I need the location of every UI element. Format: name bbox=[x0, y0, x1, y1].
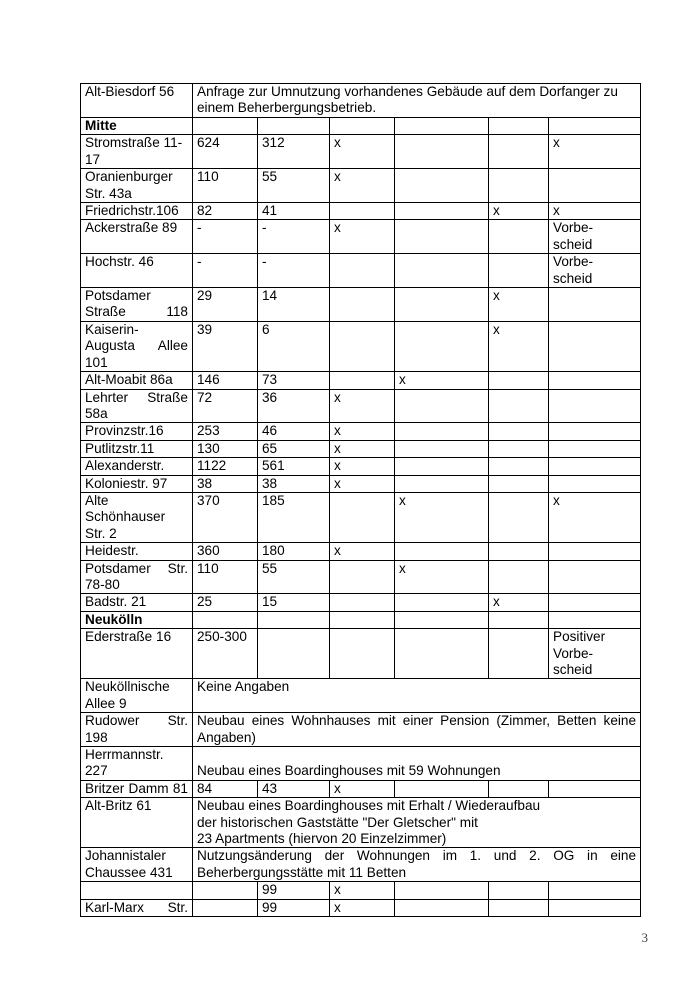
location-cell: Neuköllnische Allee 9 bbox=[81, 679, 193, 713]
mark-cell: x bbox=[330, 389, 395, 423]
mark-cell bbox=[330, 321, 395, 371]
rooms-cell: 84 bbox=[193, 780, 258, 797]
mark-cell bbox=[330, 203, 395, 220]
table-row bbox=[81, 560, 641, 594]
table-row bbox=[81, 458, 641, 475]
mark-cell bbox=[395, 594, 489, 611]
rooms-cell: 110 bbox=[193, 560, 258, 594]
mark-cell bbox=[395, 220, 489, 254]
rooms-cell: 38 bbox=[193, 475, 258, 492]
table-row bbox=[81, 848, 641, 882]
table-row bbox=[81, 629, 641, 679]
location-cell: Badstr. 21 bbox=[81, 594, 193, 611]
table-row bbox=[81, 780, 641, 797]
status-cell bbox=[549, 560, 641, 594]
description-cell: Neubau eines Boardinghouses mit Erhalt / Wiederaufbau der historischen Gaststätte "Der Gletscher" mit 23 Apartments (hiervon 20 Einzelzimmer) bbox=[193, 798, 641, 848]
location-cell: Provinzstr.16 bbox=[81, 423, 193, 440]
location-cell: Potsdamer Straße 118 bbox=[81, 288, 193, 322]
table-row bbox=[81, 372, 641, 389]
table-row bbox=[81, 169, 641, 203]
rooms-cell: - bbox=[193, 220, 258, 254]
mark-cell bbox=[489, 423, 549, 440]
status-cell: x bbox=[549, 203, 641, 220]
location-cell: Friedrichstr.106 bbox=[81, 203, 193, 220]
location-cell: Herrmannstr. 227 bbox=[81, 747, 193, 781]
status-cell: Vorbe- scheid bbox=[549, 220, 641, 254]
beds-cell: 99 bbox=[258, 899, 330, 916]
mark-cell bbox=[489, 543, 549, 560]
mark-cell: x bbox=[395, 372, 489, 389]
mark-cell: x bbox=[330, 899, 395, 916]
beds-cell: 36 bbox=[258, 389, 330, 423]
mark-cell bbox=[330, 560, 395, 594]
mark-cell bbox=[395, 389, 489, 423]
table-row bbox=[81, 492, 641, 542]
mark-cell bbox=[395, 169, 489, 203]
status-cell bbox=[549, 458, 641, 475]
table-row bbox=[81, 882, 641, 899]
description-cell: Neubau eines Wohnhauses mit einer Pension (Zimmer, Betten keine Angaben) bbox=[193, 713, 641, 747]
beds-cell: 180 bbox=[258, 543, 330, 560]
beds-cell: 55 bbox=[258, 560, 330, 594]
rooms-cell: - bbox=[193, 254, 258, 288]
beds-cell: - bbox=[258, 254, 330, 288]
mark-cell bbox=[330, 254, 395, 288]
beds-cell: 6 bbox=[258, 321, 330, 371]
location-cell: Johannistaler Chaussee 431 bbox=[81, 848, 193, 882]
location-cell: Alt-Moabit 86a bbox=[81, 372, 193, 389]
section-row bbox=[81, 611, 641, 628]
mark-cell bbox=[395, 254, 489, 288]
beds-cell: 15 bbox=[258, 594, 330, 611]
beds-cell: 185 bbox=[258, 492, 330, 542]
beds-cell: 46 bbox=[258, 423, 330, 440]
location-cell: Ederstraße 16 bbox=[81, 629, 193, 679]
rooms-cell: 624 bbox=[193, 135, 258, 169]
mark-cell bbox=[489, 372, 549, 389]
rooms-cell: 253 bbox=[193, 423, 258, 440]
hotel-projects-table bbox=[80, 83, 641, 917]
table-row bbox=[81, 389, 641, 423]
beds-cell: 14 bbox=[258, 288, 330, 322]
page-number: 3 bbox=[641, 930, 648, 945]
mark-cell: x bbox=[330, 423, 395, 440]
table-row bbox=[81, 220, 641, 254]
beds-cell: 561 bbox=[258, 458, 330, 475]
rooms-cell: 82 bbox=[193, 203, 258, 220]
mark-cell: x bbox=[330, 882, 395, 899]
mark-cell bbox=[395, 135, 489, 169]
mark-cell bbox=[489, 440, 549, 457]
mark-cell bbox=[489, 475, 549, 492]
location-cell: Hochstr. 46 bbox=[81, 254, 193, 288]
rooms-cell: 39 bbox=[193, 321, 258, 371]
mark-cell bbox=[395, 321, 489, 371]
mark-cell: x bbox=[330, 475, 395, 492]
mark-cell bbox=[489, 492, 549, 542]
mark-cell bbox=[395, 203, 489, 220]
table-row bbox=[81, 84, 641, 118]
mark-cell bbox=[395, 423, 489, 440]
location-cell: Lehrter Straße 58a bbox=[81, 389, 193, 423]
location-cell: Alt-Biesdorf 56 bbox=[81, 84, 193, 118]
mark-cell bbox=[395, 458, 489, 475]
table-row bbox=[81, 475, 641, 492]
mark-cell: x bbox=[330, 135, 395, 169]
mark-cell: x bbox=[330, 169, 395, 203]
mark-cell bbox=[489, 254, 549, 288]
mark-cell bbox=[395, 440, 489, 457]
rooms-cell: 370 bbox=[193, 492, 258, 542]
table-row bbox=[81, 679, 641, 713]
mark-cell bbox=[489, 135, 549, 169]
mark-cell bbox=[489, 169, 549, 203]
location-cell: Potsdamer Str. 78-80 bbox=[81, 560, 193, 594]
description-cell: Keine Angaben bbox=[193, 679, 641, 713]
rooms-cell: 110 bbox=[193, 169, 258, 203]
status-cell bbox=[549, 475, 641, 492]
beds-cell: 73 bbox=[258, 372, 330, 389]
location-cell: Koloniestr. 97 bbox=[81, 475, 193, 492]
mark-cell: x bbox=[489, 288, 549, 322]
rooms-cell: 250-300 bbox=[193, 629, 258, 679]
rooms-cell: 1122 bbox=[193, 458, 258, 475]
location-cell: Karl-Marx Str. bbox=[81, 899, 193, 916]
location-cell: Stromstraße 11-17 bbox=[81, 135, 193, 169]
rooms-cell: 25 bbox=[193, 594, 258, 611]
mark-cell bbox=[330, 288, 395, 322]
table-row bbox=[81, 440, 641, 457]
status-cell bbox=[549, 372, 641, 389]
table-row bbox=[81, 747, 641, 781]
status-cell bbox=[549, 440, 641, 457]
description-cell: Nutzungsänderung der Wohnungen im 1. und 2. OG in eine Beherbergungsstätte mit 11 Betten bbox=[193, 848, 641, 882]
table-row bbox=[81, 321, 641, 371]
table-row bbox=[81, 254, 641, 288]
mark-cell bbox=[489, 389, 549, 423]
rooms-cell: 360 bbox=[193, 543, 258, 560]
location-cell: Ackerstraße 89 bbox=[81, 220, 193, 254]
section-title-mitte: Mitte bbox=[81, 118, 193, 135]
mark-cell: x bbox=[489, 594, 549, 611]
mark-cell: x bbox=[330, 543, 395, 560]
mark-cell bbox=[330, 372, 395, 389]
beds-cell: 43 bbox=[258, 780, 330, 797]
location-cell: Heidestr. bbox=[81, 543, 193, 560]
status-cell bbox=[549, 321, 641, 371]
location-cell: Alexanderstr. bbox=[81, 458, 193, 475]
rooms-cell: 72 bbox=[193, 389, 258, 423]
table-row bbox=[81, 288, 641, 322]
table-row bbox=[81, 135, 641, 169]
beds-cell: 38 bbox=[258, 475, 330, 492]
beds-cell: 312 bbox=[258, 135, 330, 169]
mark-cell bbox=[395, 288, 489, 322]
status-cell bbox=[549, 543, 641, 560]
description-cell: Anfrage zur Umnutzung vorhandenes Gebäude auf dem Dorfanger zu einem Beherbergungsbetrieb. bbox=[193, 84, 641, 118]
beds-cell: 99 bbox=[258, 882, 330, 899]
section-row bbox=[81, 118, 641, 135]
mark-cell bbox=[489, 220, 549, 254]
mark-cell: x bbox=[395, 492, 489, 542]
mark-cell: x bbox=[489, 321, 549, 371]
location-cell: Rudower Str. 198 bbox=[81, 713, 193, 747]
mark-cell: x bbox=[330, 440, 395, 457]
beds-cell: 55 bbox=[258, 169, 330, 203]
rooms-cell: 29 bbox=[193, 288, 258, 322]
table-row bbox=[81, 798, 641, 848]
table-row bbox=[81, 899, 641, 916]
location-cell: Kaiserin- Augusta Allee 101 bbox=[81, 321, 193, 371]
mark-cell bbox=[489, 560, 549, 594]
rooms-cell: 130 bbox=[193, 440, 258, 457]
beds-cell: 41 bbox=[258, 203, 330, 220]
status-cell bbox=[549, 169, 641, 203]
status-cell bbox=[549, 288, 641, 322]
location-cell: Oranienburger Str. 43a bbox=[81, 169, 193, 203]
mark-cell: x bbox=[330, 780, 395, 797]
status-cell: x bbox=[549, 135, 641, 169]
table-row bbox=[81, 594, 641, 611]
beds-cell: 65 bbox=[258, 440, 330, 457]
mark-cell bbox=[330, 594, 395, 611]
location-cell: Alte Schönhauser Str. 2 bbox=[81, 492, 193, 542]
status-cell: Positiver Vorbe- scheid bbox=[549, 629, 641, 679]
status-cell bbox=[549, 389, 641, 423]
location-cell: Alt-Britz 61 bbox=[81, 798, 193, 848]
status-cell bbox=[549, 423, 641, 440]
location-cell: Britzer Damm 81 bbox=[81, 780, 193, 797]
table-row bbox=[81, 543, 641, 560]
status-cell: Vorbe- scheid bbox=[549, 254, 641, 288]
mark-cell: x bbox=[330, 220, 395, 254]
mark-cell bbox=[395, 543, 489, 560]
mark-cell bbox=[330, 492, 395, 542]
status-cell: x bbox=[549, 492, 641, 542]
mark-cell: x bbox=[395, 560, 489, 594]
location-cell: Putlitzstr.11 bbox=[81, 440, 193, 457]
description-cell: Neubau eines Boardinghouses mit 59 Wohnungen bbox=[193, 747, 641, 781]
section-title-neukoelln: Neukölln bbox=[81, 611, 193, 628]
rooms-cell: 146 bbox=[193, 372, 258, 389]
mark-cell bbox=[489, 458, 549, 475]
mark-cell bbox=[395, 475, 489, 492]
status-cell bbox=[549, 594, 641, 611]
mark-cell: x bbox=[489, 203, 549, 220]
table-row bbox=[81, 203, 641, 220]
table-row bbox=[81, 713, 641, 747]
beds-cell: - bbox=[258, 220, 330, 254]
table-row bbox=[81, 423, 641, 440]
mark-cell: x bbox=[330, 458, 395, 475]
